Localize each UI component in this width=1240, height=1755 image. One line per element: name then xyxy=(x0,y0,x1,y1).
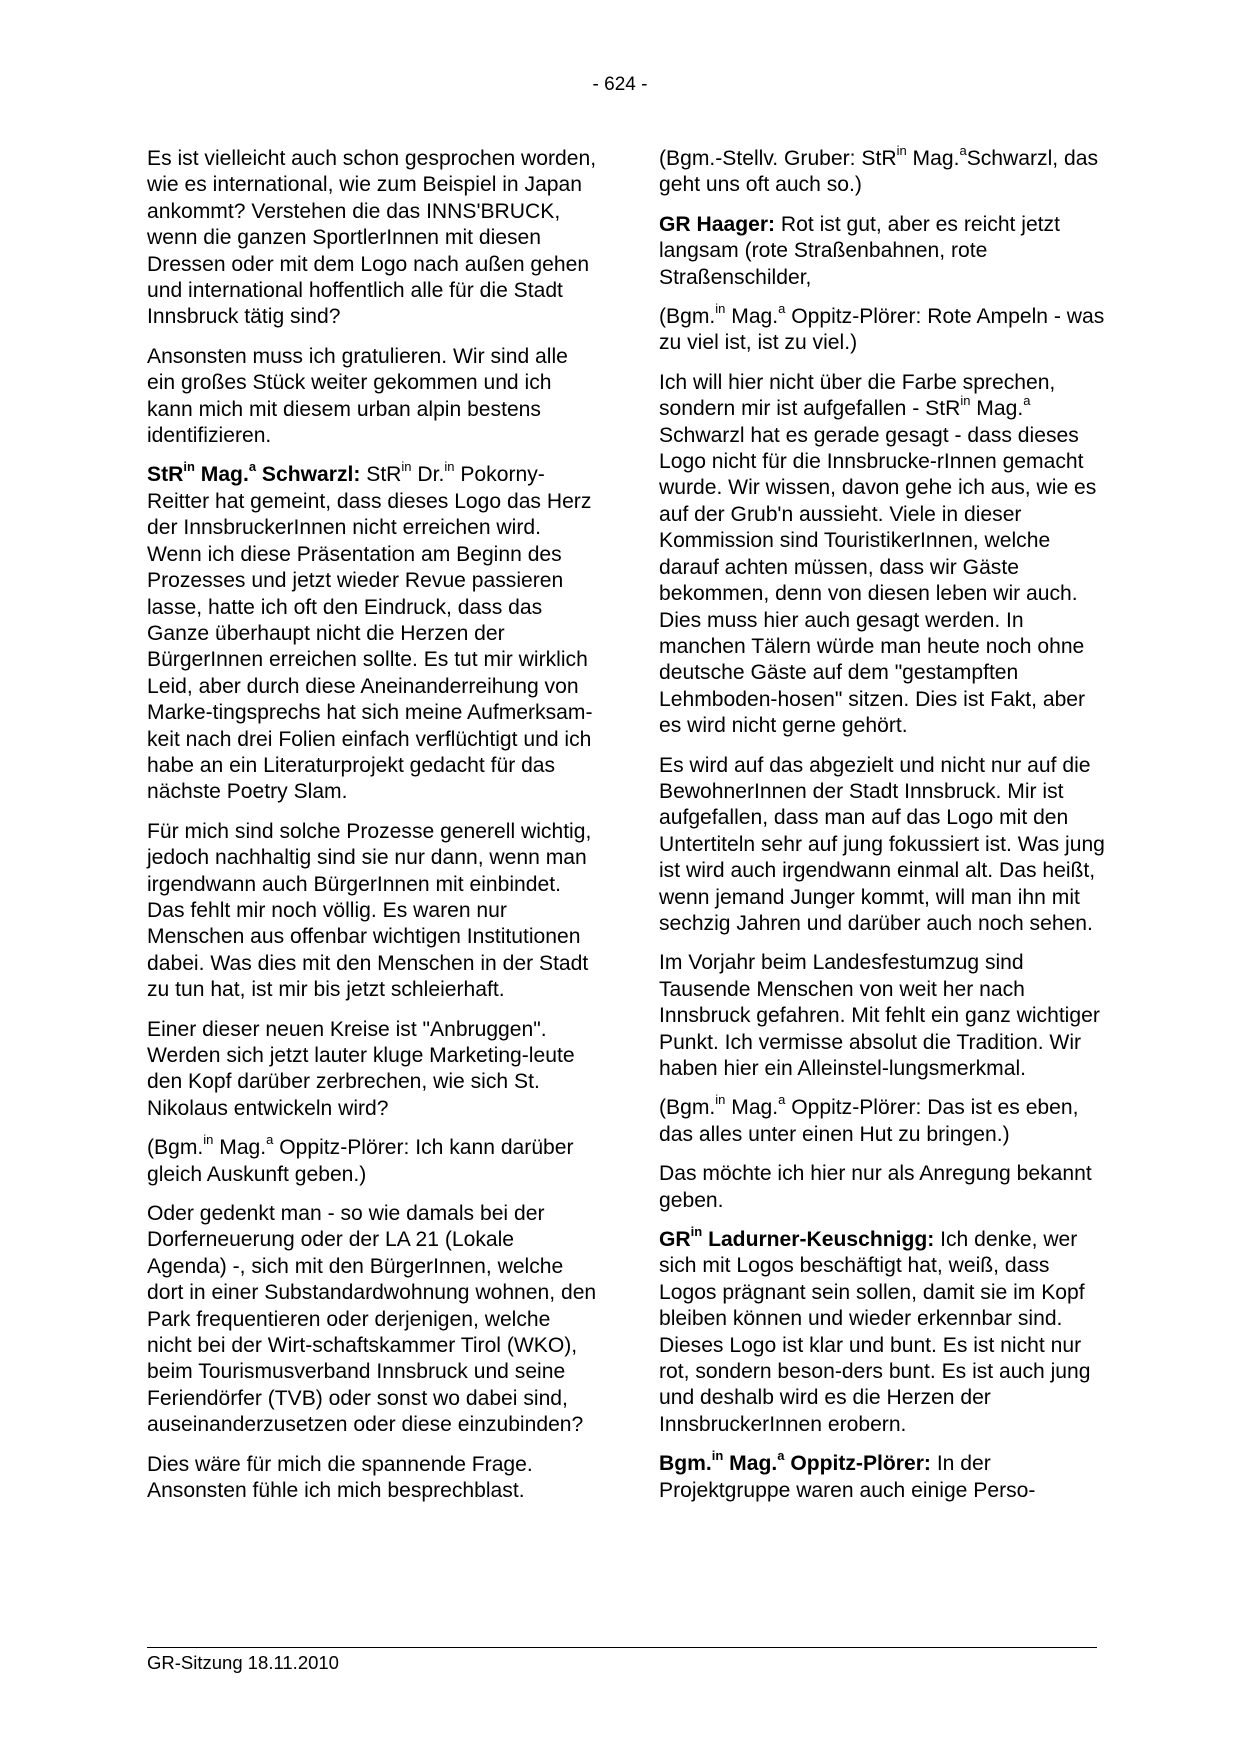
paragraph-text: Es ist vielleicht auch schon gesprochen worden, wie es international, wie zum Beispiel in Japan ankommt? Verstehen die das INNS'BRUCK, wenn die ganzen SportlerInnen mit diesen Dressen oder mit dem Logo nach außen gehen und international hoffentlich alle für die Stadt Innsbruck tätig sind? xyxy=(147,147,597,329)
paragraph-text: Ansonsten muss ich gratulieren. Wir sind alle ein großes Stück weiter gekommen und ich kann mich mit diesem urban alpin bestens identifizieren. xyxy=(147,344,568,448)
paragraph-text: (Bgm.$^{in}$ Mag.$^a$ Oppitz-Plörer: Das ist es eben, das alles unter einen Hut zu bringen.) xyxy=(659,1092,1079,1146)
paragraph xyxy=(147,1452,597,1505)
paragraph xyxy=(147,344,597,450)
paragraph xyxy=(659,1448,1109,1504)
paragraph-text: Ich denke, wer sich mit Logos beschäftigt hat, weiß, dass Logos prägnant sein sollen, damit sie im Kopf bleiben können und wieder erkennbar sind. Dieses Logo ist klar und bunt. Es ist nicht nur rot, sondern beson-ders bunt. Es ist auch jung und deshalb wird es die Herzen der InnsbruckerInnen erobern. xyxy=(659,1228,1091,1436)
footer-session-date: GR-Sitzung 18.11.2010 xyxy=(147,1652,339,1673)
paragraph-text: Es wird auf das abgezielt und nicht nur auf die BewohnerInnen der Stadt Innsbruck. Mir ist aufgefallen, dass man auf das Logo mit den Untertiteln sehr auf jung fokussiert ist. Was jung ist wird auch irgendwann einmal alt. Das heißt, wenn jemand Junger kommt, will man ihn mit sechzig Jahren und darüber auch noch sehen. xyxy=(659,753,1105,935)
speaker-name: Bgm.$^{in}$ Mag.$^a$ Oppitz-Plörer: xyxy=(659,1448,931,1476)
paragraph xyxy=(147,1132,597,1188)
paragraph-text: Für mich sind solche Prozesse generell wichtig, jedoch nachhaltig sind sie nur dann, wenn man irgendwann auch BürgerInnen mit einbindet. Das fehlt mir noch völlig. Es waren nur Menschen aus offenbar wichtigen Institutionen dabei. Was dies mit den Menschen in der Stadt zu tun hat, ist mir bis jetzt schleierhaft. xyxy=(147,819,592,1002)
paragraph xyxy=(147,819,597,1004)
paragraph xyxy=(659,1092,1109,1148)
speaker-name: GR Haager: xyxy=(659,212,776,236)
paragraph-text: Im Vorjahr beim Landesfestumzug sind Tausende Menschen von weit her nach Innsbruck gefahren. Mit fehlt ein ganz wichtiger Punkt. Ich vermisse absolut die Tradition. Wir haben hier ein Alleinstel-lungsmerkmal. xyxy=(659,951,1100,1080)
paragraph xyxy=(659,370,1109,740)
page-number: - 624 - xyxy=(592,74,648,95)
paragraph xyxy=(147,146,597,331)
paragraph xyxy=(147,1017,597,1123)
paragraph-text: Einer dieser neuen Kreise ist "Anbruggen". Werden sich jetzt lauter kluge Marketing-leute den Kopf darüber zerbrechen, wie sich St. Nikolaus entwickeln wird? xyxy=(147,1017,575,1120)
paragraph xyxy=(659,753,1109,938)
paragraph xyxy=(659,1224,1109,1438)
paragraph-text: StR$^{in}$ Dr.$^{in}$ Pokorny-Reitter hat gemeint, dass dieses Logo das Herz der InnsbruckerInnen nicht erreichen wird. Wenn ich diese Präsentation am Beginn des Prozesses und jetzt wieder Revue passieren lasse, hatte ich oft den Eindruck, dass das Ganze überhaupt nicht die Herzen der BürgerInnen erreichen sollte. Es tut mir wirklich Leid, aber durch diese Aneinanderreihung von Marke-tingsprechs hat sich meine Aufmerksam-keit nach drei Folien einfach verflüchtigt und ich habe an ein Literaturprojekt gedacht für das nächste Poetry Slam. xyxy=(147,459,593,804)
paragraph xyxy=(147,1201,597,1439)
speaker-name: StR$^{in}$ Mag.$^a$ Schwarzl: xyxy=(147,459,361,487)
paragraph xyxy=(659,950,1109,1082)
paragraph-text: Das möchte ich hier nur als Anregung bekannt geben. xyxy=(659,1162,1092,1212)
paragraph xyxy=(659,1161,1109,1214)
left-column xyxy=(147,146,597,1518)
paragraph-text: Oder gedenkt man - so wie damals bei der Dorferneuerung oder der LA 21 (Lokale Agenda) -, sich mit den BürgerInnen, welche dort in einer Substandardwohnung wohnen, den Park frequentieren oder derjenigen, welche nicht bei der Wirt-schaftskammer Tirol (WKO), beim Tourismusverband Innsbruck und seine Feriendörfer (TVB) oder sonst wo dabei sind, auseinanderzusetzen oder diese einzubinden? xyxy=(147,1202,597,1437)
paragraph xyxy=(147,459,597,805)
paragraph-text: Dies wäre für mich die spannende Frage. Ansonsten fühle ich mich besprechblast. xyxy=(147,1452,533,1503)
paragraph xyxy=(659,301,1109,357)
paragraph-text: Ich will hier nicht über die Farbe sprechen, sondern mir ist aufgefallen - StR$^{in}$ Mag.$^a$ Schwarzl hat es gerade gesagt - dass dieses Logo nicht für die Innsbrucke-rInnen gemacht wurde. Wir wissen, davon gehe ich aus, wie es auf der Grub'n aussieht. Viele in dieser Kommission sind TouristikerInnen, welche darauf achten müssen, dass wir Gäste bekommen, denn von diesen leben wir auch. Dies muss hier auch gesagt werden. In manchen Tälern würde man heute noch ohne deutsche Gäste auf dem "gestampften Lehmboden-hosen" sitzen. Dies ist Fakt, aber es wird nicht gerne gehört. xyxy=(659,370,1097,738)
paragraph-text: (Bgm.-Stellv. Gruber: StR$^{in}$ Mag.$^a$Schwarzl, das geht uns oft auch so.) xyxy=(659,142,1098,197)
paragraph-text: (Bgm.$^{in}$ Mag.$^a$ Oppitz-Plörer: Rote Ampeln - was zu viel ist, ist zu viel.) xyxy=(659,301,1105,355)
right-column xyxy=(659,142,1109,1517)
paragraph-text: Rot ist gut, aber es reicht jetzt langsam (rote Straßenbahnen, rote Straßenschilder, xyxy=(659,212,1060,289)
paragraph xyxy=(659,142,1109,199)
speaker-name: $GR^{in}$ Ladurner-Keuschnigg: xyxy=(659,1224,935,1252)
footer-divider xyxy=(147,1647,1097,1648)
paragraph-text: In der Projektgruppe waren auch einige Perso- xyxy=(659,1452,1036,1502)
paragraph-text: (Bgm.$^{in}$ Mag.$^a$ Oppitz-Plörer: Ich kann darüber gleich Auskunft geben.) xyxy=(147,1132,574,1186)
paragraph xyxy=(659,212,1109,291)
